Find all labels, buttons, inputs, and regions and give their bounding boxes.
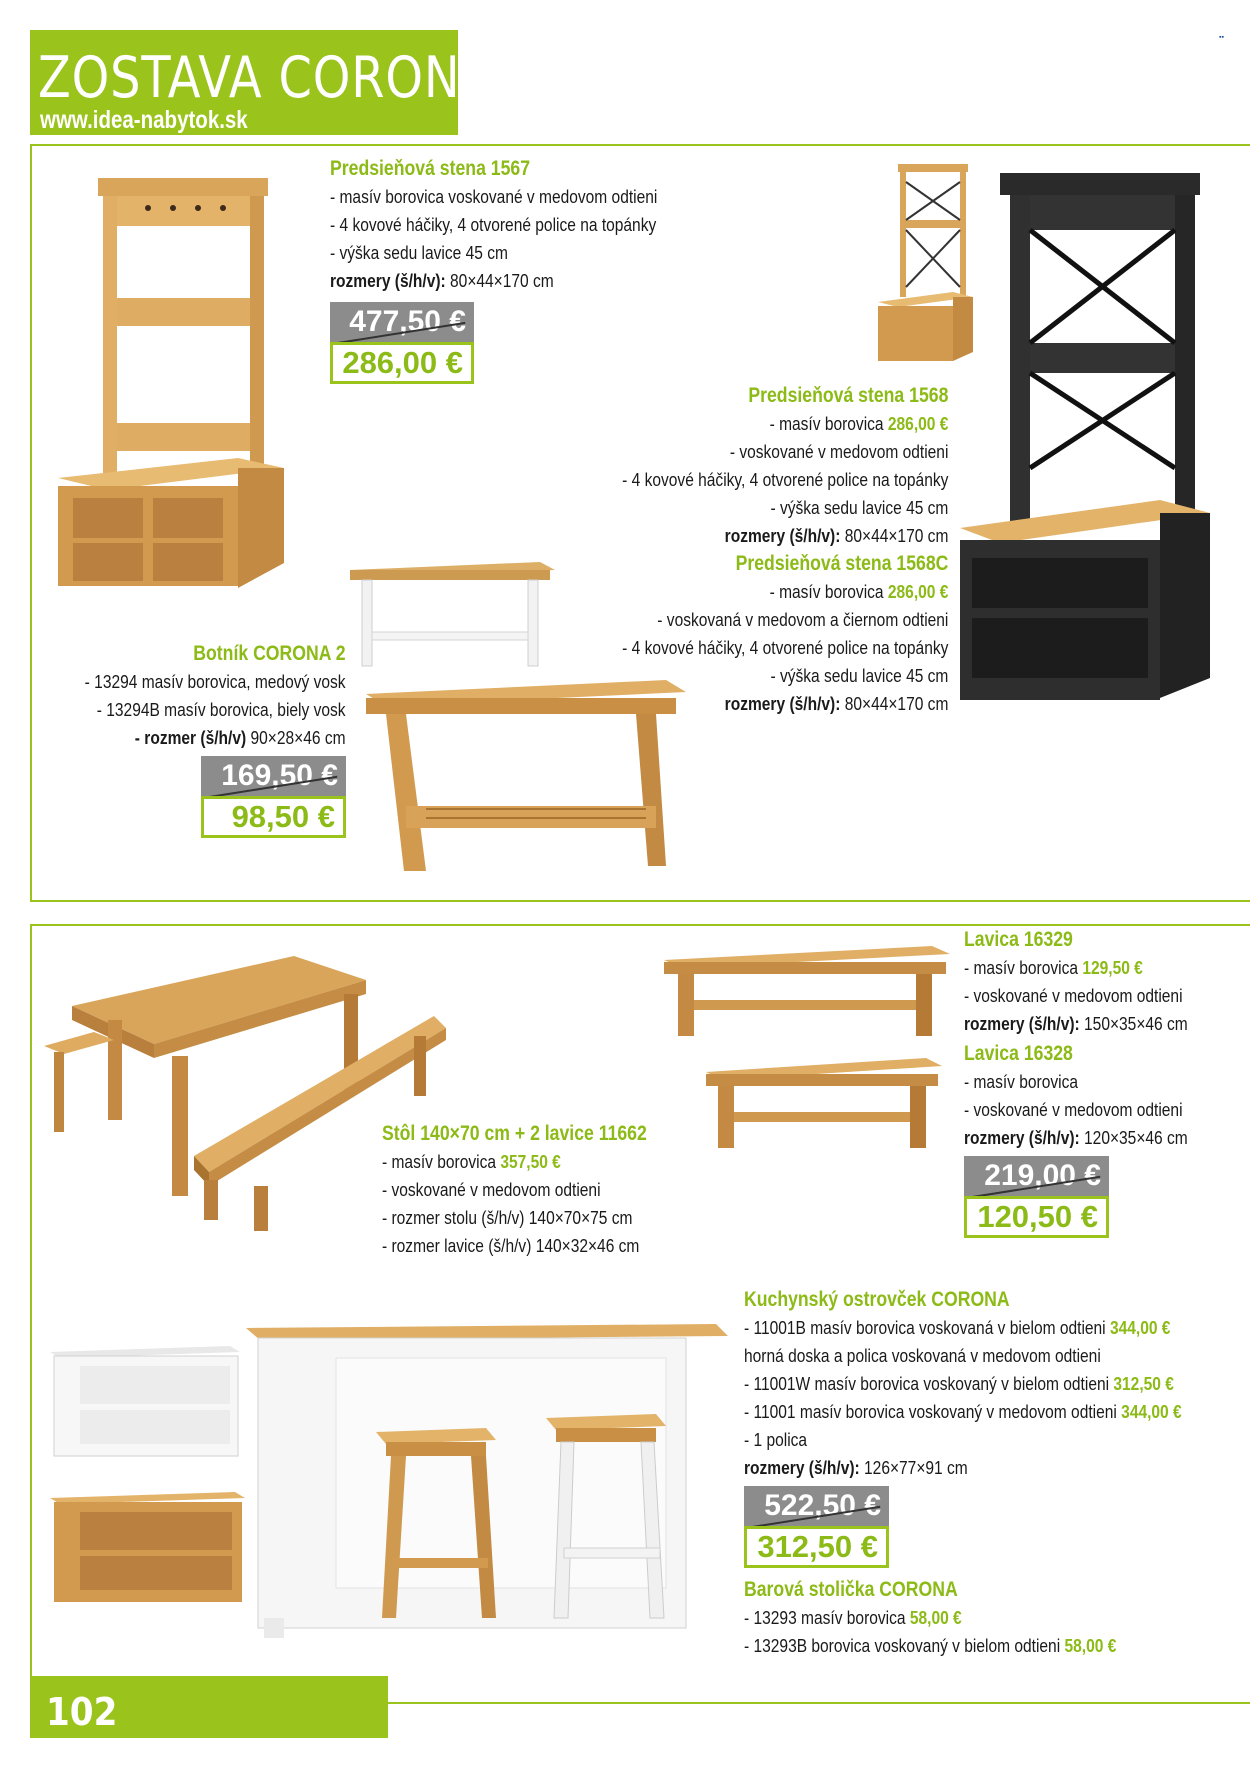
inline-price: 286,00 € — [887, 413, 948, 434]
product-title: Barová stolička CORONA — [744, 1578, 958, 1601]
product-feature: - výška sedu lavice 45 cm — [770, 497, 948, 518]
old-price: 219,00 € — [964, 1156, 1109, 1196]
lavica-16329-info — [964, 926, 1230, 1038]
dims-label: rozmery (š/h/v): — [964, 1127, 1080, 1148]
product-feature — [744, 1632, 1116, 1660]
new-price: 98,50 € — [201, 796, 346, 838]
old-price: 477,50 € — [330, 302, 474, 342]
product-feature: horná doska a polica voskovaná v medovom odtieni — [744, 1345, 1101, 1366]
inline-price: 344,00 € — [1121, 1401, 1182, 1422]
product-feature — [382, 1148, 647, 1176]
product-feature: - voskované v medovom odtieni — [729, 441, 948, 462]
product-feature — [744, 1398, 1182, 1426]
product-feature — [744, 1370, 1182, 1398]
product-feature: - 4 kovové háčiky, 4 otvorené police na topánky — [621, 637, 948, 658]
product-feature: - voskované v medovom odtieni — [964, 1099, 1183, 1120]
dims-value: 90×28×46 cm — [246, 727, 346, 748]
kitchen-island-with-stools-image — [246, 1318, 730, 1648]
product-feature — [964, 954, 1188, 982]
product-feature: - voskovaná v medovom a čiernom odtieni — [656, 609, 948, 630]
dims-value: 150×35×46 cm — [1079, 1013, 1188, 1034]
product-1568c-info — [560, 550, 948, 718]
new-price: 312,50 € — [744, 1526, 889, 1568]
feature-text: - masív borovica — [382, 1151, 501, 1172]
white-shoe-bench-image — [350, 556, 556, 668]
product-dimensions — [330, 267, 657, 295]
product-feature — [622, 578, 948, 606]
product-dimensions — [964, 1124, 1188, 1152]
product-feature: - voskované v medovom odtieni — [964, 985, 1183, 1006]
product-title: Kuchynský ostrovček CORONA — [744, 1288, 1010, 1311]
product-title: Lavica 16328 — [964, 1042, 1073, 1065]
hall-stand-1568c-image — [960, 168, 1210, 716]
dims-value: 80×44×170 cm — [839, 693, 948, 714]
old-price: 522,50 € — [744, 1486, 889, 1526]
dims-label: rozmery (š/h/v): — [744, 1457, 860, 1478]
feature-text: - 11001B masív borovica voskovaná v bielom odtieni — [744, 1317, 1110, 1338]
dining-set-info — [382, 1120, 697, 1260]
feature-text: - masív borovica — [769, 581, 888, 602]
product-feature: - masív borovica voskované v medovom odtieni — [330, 186, 658, 207]
product-feature: - 4 kovové háčiky, 4 otvorené police na topánky — [621, 469, 948, 490]
bar-stool-info — [744, 1576, 1187, 1660]
product-feature — [744, 1604, 1116, 1632]
bench-16329-image — [664, 940, 954, 1040]
inline-price: 344,00 € — [1109, 1317, 1171, 1338]
dims-label: rozmery (š/h/v): — [724, 525, 840, 546]
website-url[interactable]: www.idea-nabytok.sk — [40, 106, 248, 134]
inline-price: 129,50 € — [1082, 957, 1143, 978]
dims-label: rozmery (š/h/v): — [330, 270, 446, 291]
dims-value: 120×35×46 cm — [1079, 1127, 1188, 1148]
product-botnik-info — [35, 640, 346, 752]
kitchen-island-info — [744, 1286, 1250, 1482]
new-price: 120,50 € — [964, 1196, 1109, 1238]
product-feature — [744, 1314, 1182, 1342]
dims-label: - rozmer (š/h/v) — [135, 727, 247, 748]
page-title: ZOSTAVA CORONA — [38, 45, 495, 111]
product-feature: - 1 polica — [744, 1429, 808, 1450]
product-feature — [622, 410, 948, 438]
dims-value: 80×44×170 cm — [839, 525, 948, 546]
dims-label: rozmery (š/h/v): — [724, 693, 840, 714]
product-feature: - 4 kovové háčiky, 4 otvorené police na topánky — [330, 214, 657, 235]
product-feature: - výška sedu lavice 45 cm — [330, 242, 508, 263]
product-dimensions — [744, 1454, 1182, 1482]
feature-text: - 13293 masív borovica — [744, 1607, 910, 1628]
product-title: Predsieňová stena 1568 — [747, 384, 948, 407]
product-title: Predsieňová stena 1567 — [330, 157, 531, 180]
product-dimensions — [622, 690, 948, 718]
new-price: 286,00 € — [330, 342, 474, 384]
product-feature: - rozmer stolu (š/h/v) 140×70×75 cm — [382, 1207, 633, 1228]
feature-text: - masív borovica — [964, 957, 1083, 978]
inline-price: 286,00 € — [887, 581, 948, 602]
product-feature: - rozmer lavice (š/h/v) 140×32×46 cm — [382, 1235, 640, 1256]
bench-16328-image — [706, 1052, 946, 1152]
feature-text: - 13293B borovica voskovaný v bielom odtieni — [744, 1635, 1065, 1656]
lavica-16328-info — [964, 1040, 1230, 1152]
feature-text: - 11001 masív borovica voskovaný v medovom odtieni — [744, 1401, 1122, 1422]
feature-text: - masív borovica — [769, 413, 888, 434]
product-feature: - 13294B masív borovica, biely vosk — [97, 699, 346, 720]
dims-value: 80×44×170 cm — [445, 270, 554, 291]
product-dimensions — [622, 522, 948, 550]
feature-text: - 11001W masív borovica voskovaný v bielom odtieni — [744, 1373, 1114, 1394]
corner-logo-icon: ▪▪ — [1219, 34, 1224, 41]
product-feature: - masív borovica — [964, 1071, 1079, 1092]
honey-island-image — [50, 1490, 245, 1610]
product-title: Botník CORONA 2 — [193, 642, 346, 665]
dims-label: rozmery (š/h/v): — [964, 1013, 1080, 1034]
product-1568-info — [560, 382, 948, 550]
inline-price: 312,50 € — [1113, 1373, 1174, 1394]
product-title: Lavica 16329 — [964, 928, 1073, 951]
product-dimensions — [85, 724, 346, 752]
product-1567-info — [330, 155, 720, 295]
product-dimensions — [964, 1010, 1188, 1038]
dims-value: 126×77×91 cm — [859, 1457, 968, 1478]
white-island-image — [50, 1344, 240, 1464]
inline-price: 58,00 € — [1064, 1635, 1117, 1656]
inline-price: 357,50 € — [500, 1151, 561, 1172]
page-number: 102 — [46, 1690, 118, 1734]
hall-stand-1567-image — [58, 168, 288, 628]
product-feature: - výška sedu lavice 45 cm — [770, 665, 948, 686]
product-feature: - voskované v medovom odtieni — [382, 1179, 601, 1200]
product-feature: - 13294 masív borovica, medový vosk — [85, 671, 346, 692]
product-title: Stôl 140×70 cm + 2 lavice 11662 — [382, 1122, 647, 1145]
old-price: 169,50 € — [201, 756, 346, 796]
inline-price: 58,00 € — [909, 1607, 962, 1628]
product-title: Predsieňová stena 1568C — [735, 552, 948, 575]
